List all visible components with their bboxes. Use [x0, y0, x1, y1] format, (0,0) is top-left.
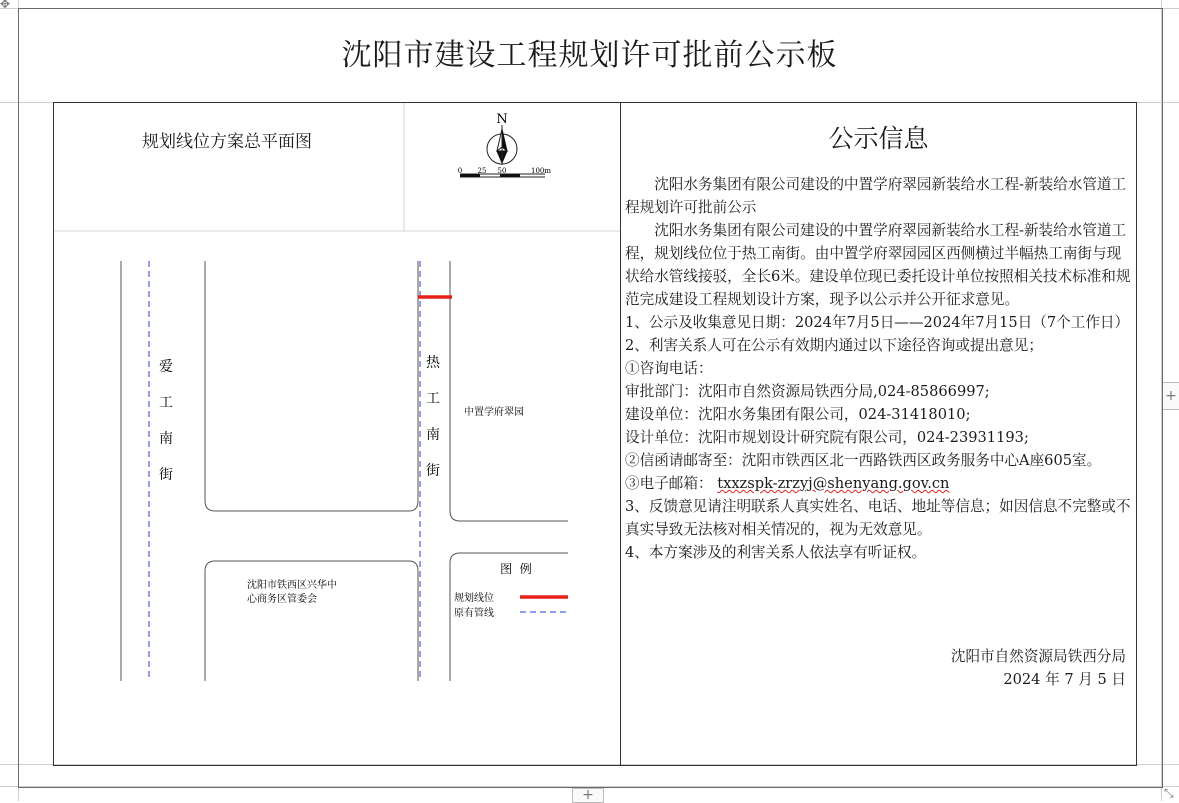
compass-north-label: N [496, 112, 508, 127]
notice-body [625, 173, 1131, 564]
move-table-handle[interactable]: ✥ [0, 0, 11, 11]
scale-label-50: 50 [497, 167, 507, 175]
notice-signature: 沈阳市自然资源局铁西分局 [950, 648, 1126, 665]
area-zhongzhi-xuefu: 中置学府翠园 [464, 407, 524, 418]
notice-approval-dept: 审批部门：沈阳市自然资源局铁西分局,024-85866997; [625, 383, 990, 400]
notice-mail-address: ②信函请邮寄至：沈阳市铁西区北一西路铁西区政务服务中心A座605室。 [625, 452, 1102, 469]
notice-heading: 公示信息 [828, 124, 929, 153]
resize-table-handle[interactable]: ⤡ [1164, 786, 1174, 800]
notice-email-row [625, 472, 1131, 495]
site-plan-drawing [54, 103, 620, 765]
notice-item-3: 3、反馈意见请注明联系人真实姓名、电话、地址等信息；如因信息不完整或不真实导致无法核对相关情况的，视为无效意见。 [625, 498, 1131, 538]
scale-label-100m: 100m [531, 167, 551, 175]
notice-email-address[interactable]: txxzspk-zrzyj@shenyang.gov.cn [717, 475, 950, 492]
street-re-gong-char-1: 热 [426, 355, 440, 371]
street-re-gong-char-3: 南 [426, 427, 440, 443]
notice-email-label: ③电子邮箱： [625, 475, 713, 492]
street-re-gong-char-4: 街 [426, 463, 440, 479]
add-row-button[interactable]: + [572, 788, 604, 803]
document-title: 沈阳市建设工程规划许可批前公示板 [341, 38, 838, 73]
street-ai-gong-char-4: 街 [159, 467, 173, 483]
street-ai-gong-char-2: 工 [159, 395, 173, 411]
notice-designer: 设计单位：沈阳市规划设计研究院有限公司，024-23931193; [625, 429, 1029, 446]
street-ai-gong-char-1: 爱 [159, 359, 173, 375]
scale-label-0: 0 [457, 167, 463, 175]
notice-intro-body: 沈阳水务集团有限公司建设的中置学府翠园新装给水工程-新装给水管道工程，规划线位位于热工南街。由中置学府翠园园区西侧横过半幅热工南街与现状给水管线接驳，全长6米。建设单位现已委托设计单位按照相关技术标准和规范完成建设工程规划设计方案，现予以公示并公开征求意见。 [625, 222, 1131, 308]
notice-item-2: 2、利害关系人可在公示有效期内通过以下途径咨询或提出意见； [625, 337, 1043, 354]
area-xinghua-line2: 心商务区管委会 [247, 594, 317, 605]
compass-icon [487, 125, 517, 165]
street-re-gong-char-2: 工 [426, 391, 440, 407]
scale-label-25: 25 [477, 167, 487, 175]
notice-panel [621, 103, 1136, 765]
legend-existing-label: 原有管线 [454, 608, 494, 619]
road-edges [121, 261, 568, 681]
notice-table [53, 102, 1137, 766]
legend-title: 图 例 [500, 562, 532, 576]
notice-item-1: 1、公示及收集意见日期：2024年7月5日——2024年7月15日（7个工作日） [625, 314, 1130, 331]
notice-phone-heading: ①咨询电话： [625, 360, 713, 377]
area-xinghua-line1: 沈阳市铁西区兴华中 [247, 580, 337, 591]
map-title: 规划线位方案总平面图 [142, 132, 312, 152]
add-column-button[interactable]: + [1162, 382, 1179, 410]
legend-planned-label: 规划线位 [454, 593, 494, 604]
notice-item-4: 4、本方案涉及的利害关系人依法享有听证权。 [625, 544, 927, 561]
street-ai-gong-char-3: 南 [159, 431, 173, 447]
notice-intro-title: 沈阳水务集团有限公司建设的中置学府翠园新装给水工程-新装给水管道工程规划许可批前公示 [625, 176, 1127, 216]
notice-date: 2024 年 7 月 5 日 [1003, 671, 1126, 688]
map-panel [54, 103, 620, 765]
notice-builder: 建设单位：沈阳水务集团有限公司，024-31418010; [625, 406, 971, 423]
